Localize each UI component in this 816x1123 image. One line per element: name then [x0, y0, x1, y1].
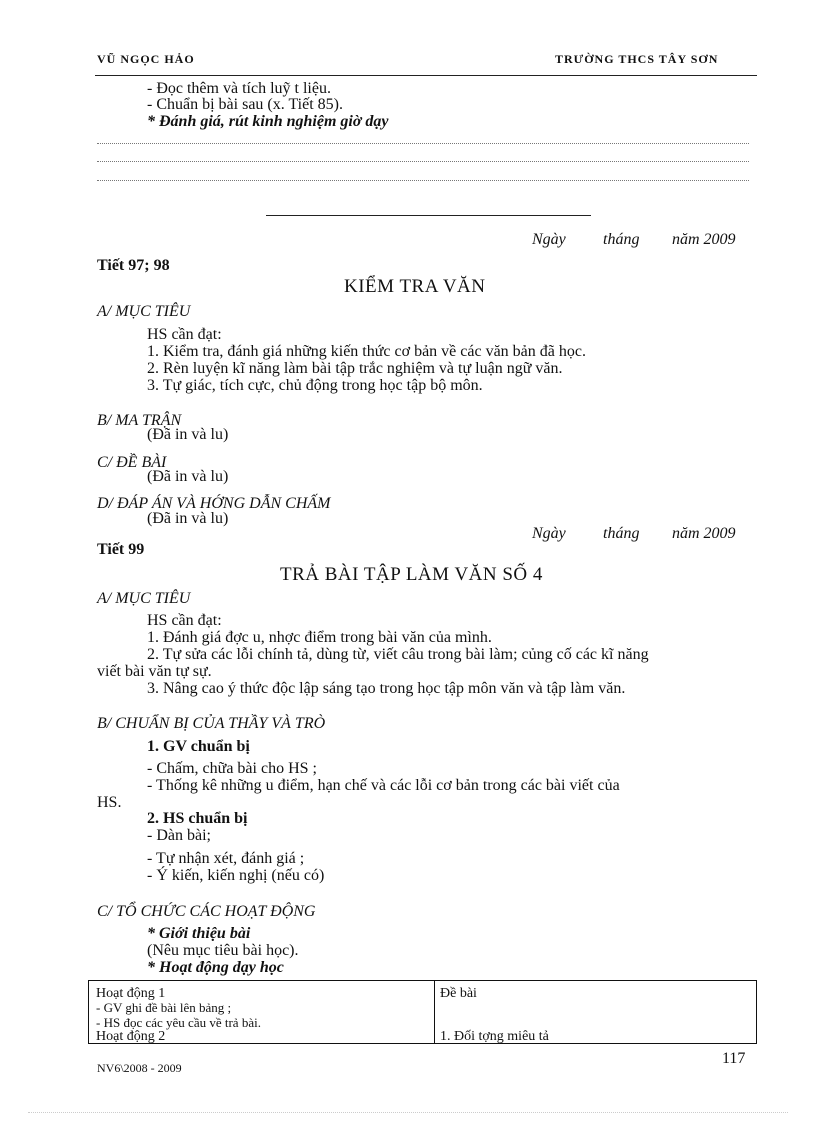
bottom-dotted-border — [28, 1112, 788, 1113]
objective-2-continued: viết bài văn tự sự. — [97, 663, 212, 680]
objective-1: 1. Kiểm tra, đánh giá những kiến thức cơ bản về các văn bản đã học. — [147, 343, 586, 360]
table-left-line-1: - GV ghi đề bài lên bảng ; — [96, 1000, 232, 1015]
activity-table — [88, 980, 757, 1044]
objective-3: 3. Nâng cao ý thức độc lập sáng tạo trong học tập môn văn và tập làm văn. — [147, 680, 626, 697]
date-day: Ngày — [532, 231, 566, 248]
teacher-prep-2-continued: HS. — [97, 794, 122, 811]
objective-2: 2. Rèn luyện kĩ năng làm bài tập trắc nghiệm và tự luận ngữ văn. — [147, 360, 563, 377]
objective-intro: HS cần đạt: — [147, 612, 222, 629]
section-b-heading: B/ CHUẨN BỊ CỦA THẦY VÀ TRÒ — [97, 715, 326, 732]
intro-line-1: - Đọc thêm và tích luỹ t liệu. — [147, 80, 331, 97]
dotted-line-1 — [97, 143, 749, 144]
section-a-heading: A/ MỤC TIÊU — [97, 590, 191, 607]
teacher-prep-heading: 1. GV chuẩn bị — [147, 738, 250, 755]
section-c-heading: C/ TỔ CHỨC CÁC HOẠT ĐỘNG — [97, 903, 316, 920]
dotted-line-2 — [97, 161, 749, 162]
section-c-note: (Đã in và lu) — [147, 468, 229, 485]
date-day: Ngày — [532, 525, 566, 542]
section-d-note: (Đã in và lu) — [147, 510, 229, 527]
objective-3: 3. Tự giác, tích cực, chủ động trong học tập bộ môn. — [147, 377, 483, 394]
date-month: tháng — [603, 231, 640, 248]
section-d-heading: D/ ĐÁP ÁN VÀ HỚNG DẪN CHẤM — [97, 495, 331, 512]
intro-line-3: * Đánh giá, rút kinh nghiệm giờ dạy — [147, 113, 389, 130]
activity-intro-heading: * Giới thiệu bài — [147, 925, 251, 942]
student-prep-1: - Dàn bài; — [147, 827, 211, 844]
table-activity-1: Hoạt động 1 — [96, 986, 166, 1001]
table-activity-2: Hoạt động 2 — [96, 1029, 166, 1044]
separator-rule — [266, 215, 591, 216]
date-month: tháng — [603, 525, 640, 542]
table-divider — [434, 981, 435, 1043]
table-right-heading: Đề bài — [440, 986, 477, 1001]
header-rule — [95, 75, 757, 76]
teacher-prep-2: - Thống kê những u điểm, hạn chế và các lỗi cơ bản trong các bài viết của — [147, 777, 620, 794]
lesson-code: Tiết 97; 98 — [97, 257, 170, 274]
date-year: năm 2009 — [672, 525, 736, 542]
objective-2: 2. Tự sửa các lỗi chính tả, dùng từ, viết câu trong bài làm; củng cố các kĩ năng — [147, 646, 649, 663]
student-prep-3: - Ý kiến, kiến nghị (nếu có) — [147, 867, 325, 884]
teacher-prep-1: - Chấm, chữa bài cho HS ; — [147, 760, 317, 777]
table-right-line-1: 1. Đối tợng miêu tả — [440, 1029, 549, 1044]
student-prep-heading: 2. HS chuẩn bị — [147, 810, 248, 827]
teaching-activities-heading: * Hoạt động dạy học — [147, 959, 284, 976]
section-c-heading: C/ ĐỀ BÀI — [97, 454, 167, 471]
table-left-line-2: - HS đọc các yêu cầu về trả bài. — [96, 1015, 261, 1030]
header-left: VŨ NGỌC HẢO — [97, 52, 195, 66]
page-number: 117 — [722, 1050, 746, 1067]
lesson-title: TRẢ BÀI TẬP LÀM VĂN SỐ 4 — [280, 564, 543, 585]
lesson-title: KIỂM TRA VĂN — [344, 276, 486, 297]
activity-intro-note: (Nêu mục tiêu bài học). — [147, 942, 299, 959]
lesson-code: Tiết 99 — [97, 541, 145, 558]
student-prep-2: - Tự nhận xét, đánh giá ; — [147, 850, 305, 867]
intro-line-2: - Chuẩn bị bài sau (x. Tiết 85). — [147, 96, 343, 113]
dotted-line-3 — [97, 180, 749, 181]
objective-1: 1. Đánh giá đợc u, nhợc điểm trong bài văn của mình. — [147, 629, 492, 646]
footer-left: NV6\2008 - 2009 — [97, 1061, 182, 1075]
section-b-note: (Đã in và lu) — [147, 426, 229, 443]
header-right: TRƯỜNG THCS TÂY SƠN — [555, 52, 719, 66]
section-a-heading: A/ MỤC TIÊU — [97, 303, 191, 320]
date-year: năm 2009 — [672, 231, 736, 248]
section-b-heading: B/ MA TRẬN — [97, 412, 182, 429]
objective-intro: HS cần đạt: — [147, 326, 222, 343]
